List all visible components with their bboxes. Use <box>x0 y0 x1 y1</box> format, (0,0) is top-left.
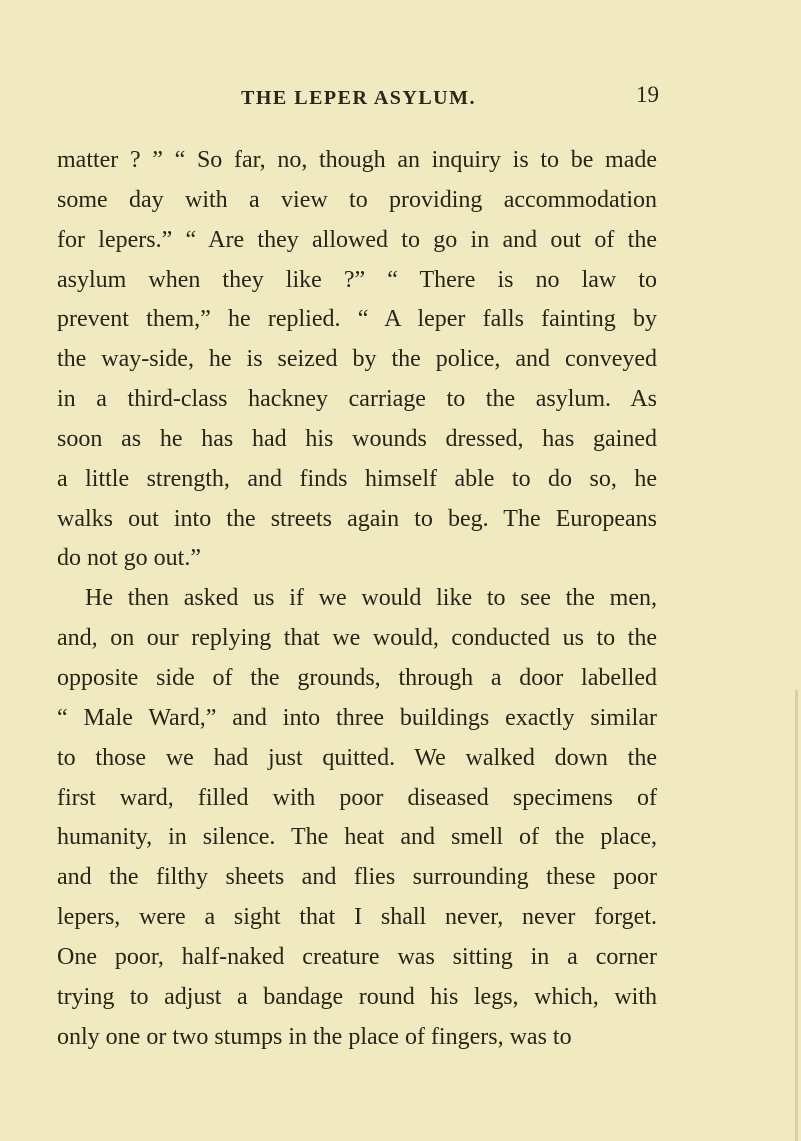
page-number: 19 <box>636 82 659 107</box>
text-line: humanity, in silence. The heat and smell of the place, <box>57 824 657 851</box>
text-line: only one or two stumps in the place of fingers, was to <box>57 1023 572 1050</box>
text-line: for lepers.” “ Are they allowed to go in and out of the <box>57 226 657 253</box>
text-line: a little strength, and finds himself able to do so, he <box>57 465 657 492</box>
text-line: and the filthy sheets and flies surrounding these poor <box>57 864 657 891</box>
text-line: some day with a view to providing accommodation <box>57 186 657 213</box>
text-line: “ Male Ward,” and into three buildings exactly similar <box>57 704 657 731</box>
text-line: walks out into the streets again to beg. The Europeans <box>57 505 657 532</box>
text-line: first ward, filled with poor diseased specimens of <box>57 784 657 811</box>
text-line: and, on our replying that we would, conducted us to the <box>57 625 657 652</box>
text-line: lepers, were a sight that I shall never, never forget. <box>57 904 657 931</box>
text-line: trying to adjust a bandage round his legs, which, with <box>57 983 657 1010</box>
text-line: to those we had just quitted. We walked down the <box>57 744 657 771</box>
text-line: in a third-class hackney carriage to the asylum. As <box>57 386 657 413</box>
text-line: the way-side, he is seized by the police, and conveyed <box>57 346 657 373</box>
running-head: THE LEPER ASYLUM. <box>241 87 476 109</box>
text-line: do not go out.” <box>57 545 201 572</box>
text-line: asylum when they like ?” “ There is no law to <box>57 266 657 293</box>
body-text <box>57 143 657 1059</box>
text-line: One poor, half-naked creature was sitting in a corner <box>57 943 657 970</box>
text-line: He then asked us if we would like to see the men, <box>85 585 657 612</box>
page-edge-shadow <box>795 690 798 1141</box>
text-line: opposite side of the grounds, through a door labelled <box>57 664 657 691</box>
text-line: matter ? ” “ So far, no, though an inquiry is to be made <box>57 147 657 173</box>
text-line: prevent them,” he replied. “ A leper falls fainting by <box>57 306 657 333</box>
text-line: soon as he has had his wounds dressed, has gained <box>57 425 657 452</box>
